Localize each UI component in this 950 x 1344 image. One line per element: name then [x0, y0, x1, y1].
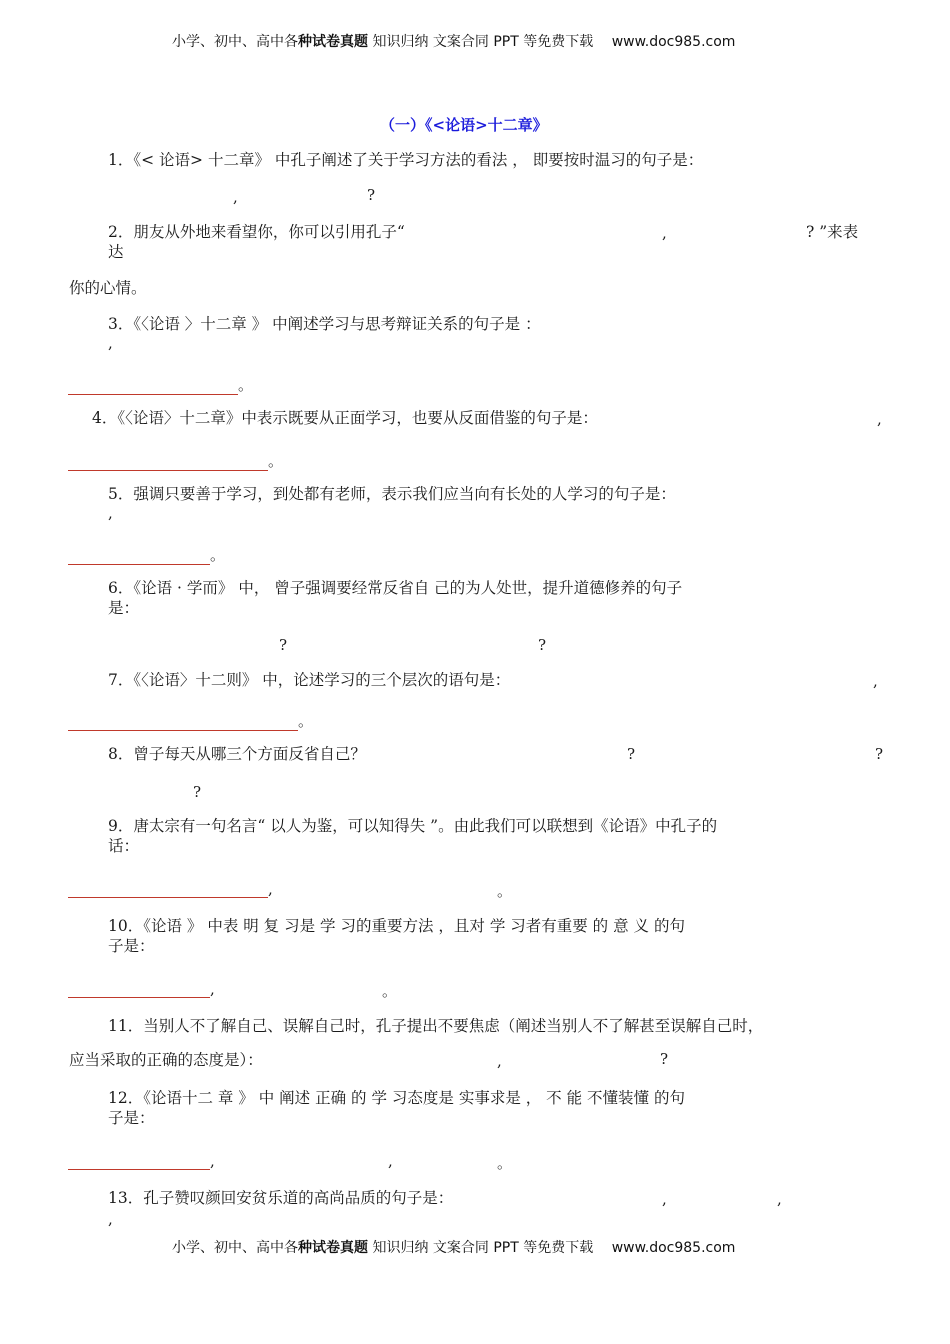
q2-end: ? ”来表 [806, 223, 859, 241]
q9-end: 。 [497, 882, 513, 900]
question-13: 13．孔子赞叹颜回安贫乐道的高尚品质的句子是： [108, 1189, 454, 1207]
q8-question-mark-2: ? [875, 745, 884, 763]
question-12: 12．《论语十二 章 》 中 阐述 正确 的 学 习态度是 实事求是 ， 不 能 不懂装懂 的句 [108, 1089, 685, 1107]
section-title: （一）《<论语>十二章》 [380, 116, 548, 134]
q10-line2: 子是： [108, 937, 155, 955]
q11-line2: 应当采取的正确的态度是）： [69, 1051, 263, 1069]
q6-question-mark-1: ? [279, 636, 288, 654]
q2-line2: 达 [108, 243, 124, 261]
q12-answer-line[interactable] [68, 1152, 215, 1170]
q9-line2: 话： [108, 837, 140, 855]
footer-text-2: 知识归纳 文案合同 PPT 等免费下载 [368, 1240, 594, 1256]
q4-comma: , [877, 410, 882, 428]
q11-comma: , [497, 1052, 502, 1070]
question-7: 7．《〈论语〉十二则》 中，论述学习的三个层次的语句是： [108, 671, 511, 689]
question-6: 6．《论语 · 学而》 中， 曾子强调要经常反省自 己的为人处世，提升道德修养的句子 [108, 579, 683, 597]
question-3: 3．《〈论语 〉十二章 》 中阐述学习与思考辩证关系的句子是 ： [108, 315, 541, 333]
footer-text-1: 小学、初中、高中各 [172, 1240, 298, 1256]
q13-line2: , [108, 1210, 113, 1228]
page-header [172, 31, 735, 51]
q2-comma: , [662, 224, 667, 242]
question-1: 1．《< 论语> 十二章》 中孔子阐述了关于学习方法的看法 ， 即要按时温习的句子是： [108, 151, 704, 169]
q7-comma: , [873, 672, 878, 690]
q13-comma-2: , [777, 1190, 782, 1208]
question-4: 4．《〈论语〉十二章》中表示既要从正面学习，也要从反面借鉴的句子是： [92, 409, 598, 427]
q4-answer-line[interactable] [68, 450, 283, 471]
q5-comma: , [108, 504, 113, 522]
q12-end: 。 [497, 1154, 513, 1172]
q9-comma: , [268, 880, 273, 898]
q9-answer-line[interactable] [68, 880, 273, 898]
question-5: 5．强调只要善于学习，到处都有老师，表示我们应当向有长处的人学习的句子是： [108, 485, 676, 503]
q13-comma-1: , [662, 1190, 667, 1208]
q12-comma-2: , [388, 1152, 393, 1170]
q3-end: 。 [238, 376, 254, 394]
q12-comma-1: , [210, 1152, 215, 1170]
question-9: 9．唐太宗有一句名言“ 以人为鉴，可以知得失 ”。由此我们可以联想到《论语》中孔子的 [108, 817, 718, 835]
q10-comma: , [210, 980, 215, 998]
q12-line2: 子是： [108, 1109, 155, 1127]
q10-answer-line[interactable] [68, 980, 215, 998]
question-2: 2．朋友从外地来看望你，你可以引用孔子“ [108, 223, 405, 241]
q11-end: ? [660, 1050, 669, 1068]
q1-question-mark: ? [367, 186, 376, 204]
footer-text-bold: 种试卷真题 [298, 1240, 368, 1256]
q10-end: 。 [382, 982, 398, 1000]
q5-answer-line[interactable] [68, 544, 225, 565]
q3-answer-line[interactable] [68, 374, 253, 395]
q2-line3: 你的心情。 [69, 279, 147, 297]
q7-end: 。 [298, 712, 314, 730]
q1-comma: , [233, 188, 238, 206]
page-footer [172, 1237, 735, 1257]
q4-end: 。 [268, 452, 284, 470]
header-text-2: 知识归纳 文案合同 PPT 等免费下载 [368, 34, 594, 50]
question-8: 8．曾子每天从哪三个方面反省自己？ [108, 745, 366, 763]
q8-question-mark-1: ? [627, 745, 636, 763]
q6-line2: 是： [108, 599, 140, 617]
header-text-1: 小学、初中、高中各 [172, 34, 298, 50]
header-text-bold: 种试卷真题 [298, 34, 368, 50]
q6-question-mark-2: ? [538, 636, 547, 654]
q5-end: 。 [210, 546, 226, 564]
q3-comma: , [108, 334, 113, 352]
question-11: 11．当别人不了解自己、误解自己时，孔子提出不要焦虑（阐述当别人不了解甚至误解自己时， [108, 1017, 764, 1035]
q7-answer-line[interactable] [68, 710, 313, 731]
question-10: 10．《论语 》 中表 明 复 习是 学 习的重要方法 ，且对 学 习者有重要 的 意 义 的句 [108, 917, 685, 935]
footer-url[interactable]: www.doc985.com [611, 1240, 736, 1256]
header-url[interactable]: www.doc985.com [611, 34, 736, 50]
q8-question-mark-3: ? [193, 783, 202, 801]
